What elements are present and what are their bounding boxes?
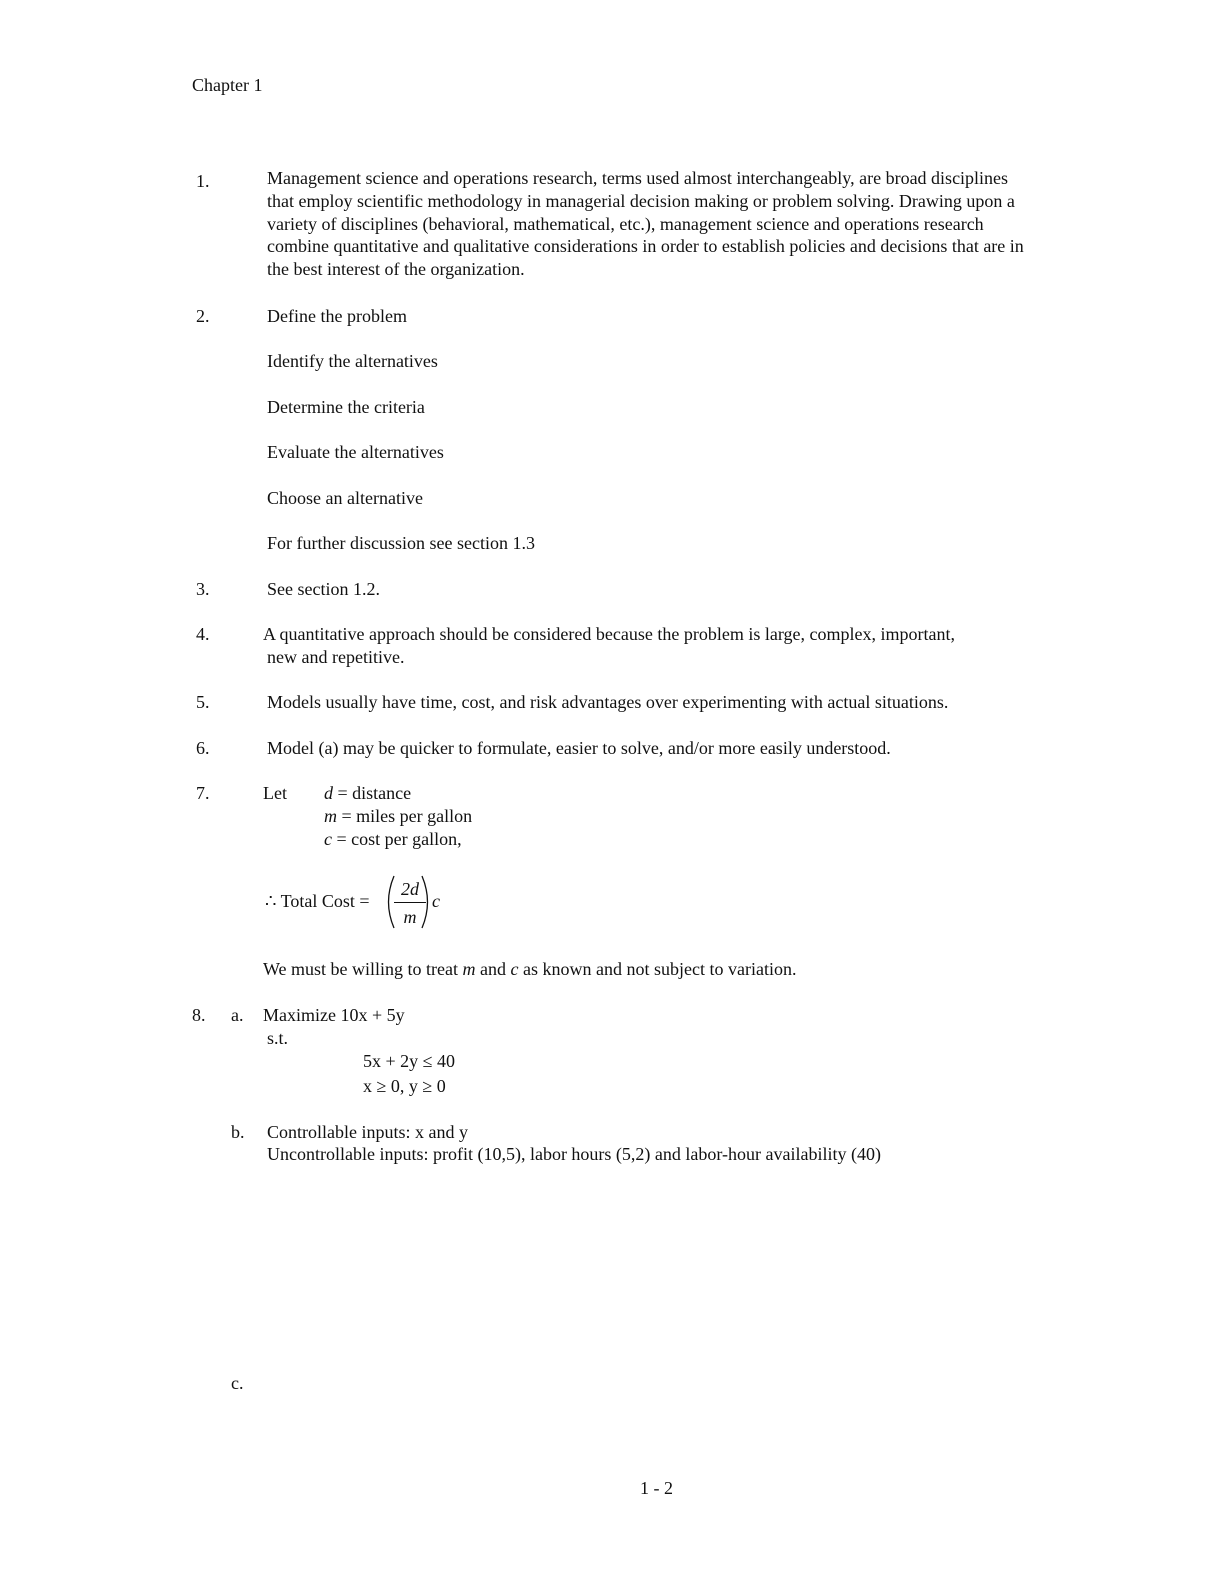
item-4-line-1: A quantitative approach should be considered because the problem is large, complex, important, (263, 624, 955, 644)
subject-to-label: s.t. (267, 1028, 289, 1048)
part-a-label: a. (231, 1005, 244, 1025)
part-c-label: c. (231, 1373, 244, 1393)
item-number-5: 5. (196, 692, 210, 712)
constraint-nonnegativity: x ≥ 0, y ≥ 0 (363, 1076, 446, 1096)
total-cost-label: ∴ Total Cost = (265, 891, 370, 911)
definition-distance: d = distance (324, 783, 412, 803)
item-5-text: Models usually have time, cost, and risk advantages over experimenting with actual situations. (267, 692, 949, 712)
item-1-text: Management science and operations research, terms used almost interchangeably, are broad disciplines that employ scientific methodology in managerial decision making or problem solving. Drawing upon a variety of disciplines (behavioral, mathematical, etc.), management science and operations research combine quantitative and qualitative considerations in order to establish policies and decisions that are in the best interest of the organization. (267, 168, 1024, 280)
let-label: Let (263, 783, 287, 803)
step-choose-alternative: Choose an alternative (267, 488, 423, 508)
item-number-1: 1. (196, 171, 210, 191)
page-number: 1 - 2 (640, 1478, 673, 1498)
item-4-line-2: new and repetitive. (267, 647, 405, 667)
definition-cost-per-gallon: c = cost per gallon, (324, 829, 462, 849)
item-number-4: 4. (196, 624, 210, 644)
step-identify-alternatives: Identify the alternatives (267, 351, 438, 371)
definition-miles-per-gallon: m = miles per gallon (324, 806, 473, 826)
uncontrollable-inputs: Uncontrollable inputs: profit (10,5), labor hours (5,2) and labor-hour availability (40) (267, 1144, 881, 1164)
controllable-inputs: Controllable inputs: x and y (267, 1122, 468, 1142)
part-b-label: b. (231, 1122, 245, 1142)
item-number-7: 7. (196, 783, 210, 803)
var-m: m (324, 806, 337, 826)
fraction-numerator: 2d (401, 879, 419, 899)
step-evaluate-alternatives: Evaluate the alternatives (267, 442, 444, 462)
item-number-6: 6. (196, 738, 210, 758)
step-determine-criteria: Determine the criteria (267, 397, 425, 417)
item-number-3: 3. (196, 579, 210, 599)
constraint-labor: 5x + 2y ≤ 40 (363, 1051, 456, 1071)
fraction-denominator: m (403, 907, 417, 927)
chapter-heading: Chapter 1 (192, 75, 263, 95)
item-7-conclusion: We must be willing to treat m and c as known and not subject to variation. (263, 959, 797, 979)
formula-factor-c: c (432, 891, 440, 911)
item-number-2: 2. (196, 306, 210, 326)
var-d: d (324, 783, 333, 803)
item-3-text: See section 1.2. (267, 579, 380, 599)
item-6-text: Model (a) may be quicker to formulate, easier to solve, and/or more easily understood. (267, 738, 891, 758)
objective-function: Maximize 10x + 5y (263, 1005, 405, 1025)
step-define-problem: Define the problem (267, 306, 407, 326)
further-discussion-note: For further discussion see section 1.3 (267, 533, 535, 553)
item-number-8: 8. (192, 1005, 206, 1025)
var-c: c (324, 829, 332, 849)
